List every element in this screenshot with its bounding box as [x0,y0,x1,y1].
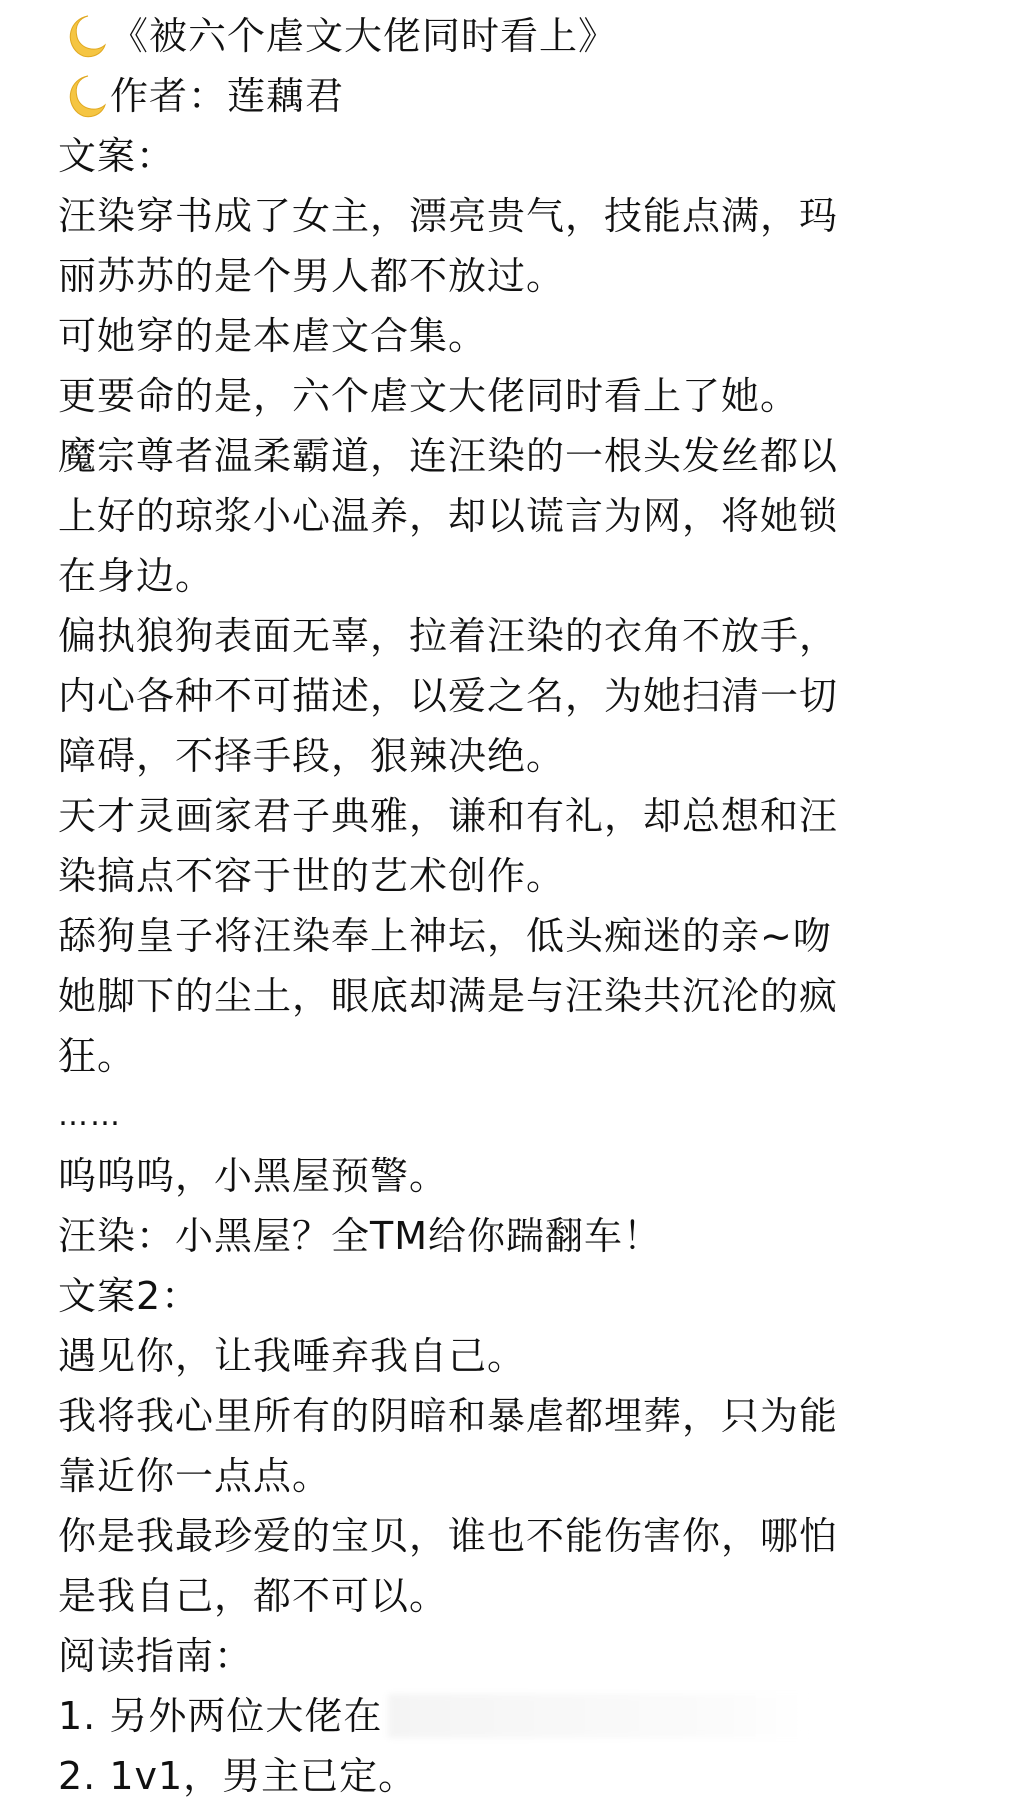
synopsis-line: 魔宗尊者温柔霸道，连汪染的一根头发丝都以 [58,434,839,478]
synopsis2-line: 你是我最珍爱的宝贝，谁也不能伤害你，哪怕 [58,1514,839,1558]
synopsis2-heading: 文案2： [58,1274,201,1318]
document-body [58,6,988,1806]
synopsis2-line: 遇见你，让我唾弃我自己。 [58,1334,527,1378]
synopsis-line: 偏执狼狗表面无辜，拉着汪染的衣角不放手， [58,614,839,658]
synopsis-line: 内心各种不可描述，以爱之名，为她扫清一切 [58,674,839,718]
author-name: 作者：莲藕君 [110,74,345,118]
author-line [58,66,988,126]
synopsis-line: 在身边。 [58,554,215,598]
synopsis2-line: 靠近你一点点。 [58,1454,332,1498]
synopsis-line: 可她穿的是本虐文合集。 [58,314,488,358]
blurred-redaction [388,1694,808,1738]
reading-guide-item [58,1686,988,1746]
synopsis-line: 染搞点不容于世的艺术创作。 [58,854,566,898]
synopsis-line: 呜呜呜，小黑屋预警。 [58,1154,449,1198]
reading-guide-item: 2. 1v1，男主已定。 [58,1754,418,1798]
synopsis-heading: 文案： [58,134,176,178]
synopsis-line: 她脚下的尘土，眼底却满是与汪染共沉沦的疯 [58,974,839,1018]
crescent-moon-icon [58,11,108,61]
book-title-line [58,6,988,66]
synopsis-line: 舔狗皇子将汪染奉上神坛，低头痴迷的亲~吻 [58,914,832,958]
synopsis-line: 更要命的是，六个虐文大佬同时看上了她。 [58,374,800,418]
synopsis-line: 汪染：小黑屋？全TM给你踹翻车！ [58,1214,662,1258]
reading-guide-heading: 阅读指南： [58,1634,254,1678]
synopsis-line: 汪染穿书成了女主，漂亮贵气，技能点满，玛 [58,194,839,238]
book-title: 《被六个虐文大佬同时看上》 [110,14,618,58]
synopsis2-line: 我将我心里所有的阴暗和暴虐都埋葬，只为能 [58,1394,839,1438]
synopsis-line: 障碍，不择手段，狠辣决绝。 [58,734,566,778]
synopsis2-line: 是我自己，都不可以。 [58,1574,449,1618]
synopsis-line: 上好的琼浆小心温养，却以谎言为网，将她锁 [58,494,839,538]
synopsis-line: 狂。 [58,1034,137,1078]
synopsis-line: 丽苏苏的是个男人都不放过。 [58,254,566,298]
synopsis-line: 天才灵画家君子典雅，谦和有礼，却总想和汪 [58,794,839,838]
crescent-moon-icon [58,71,108,121]
ellipsis: …… [58,1098,122,1133]
reading-guide-item-text: 1. 另外两位大佬在 [58,1694,383,1738]
